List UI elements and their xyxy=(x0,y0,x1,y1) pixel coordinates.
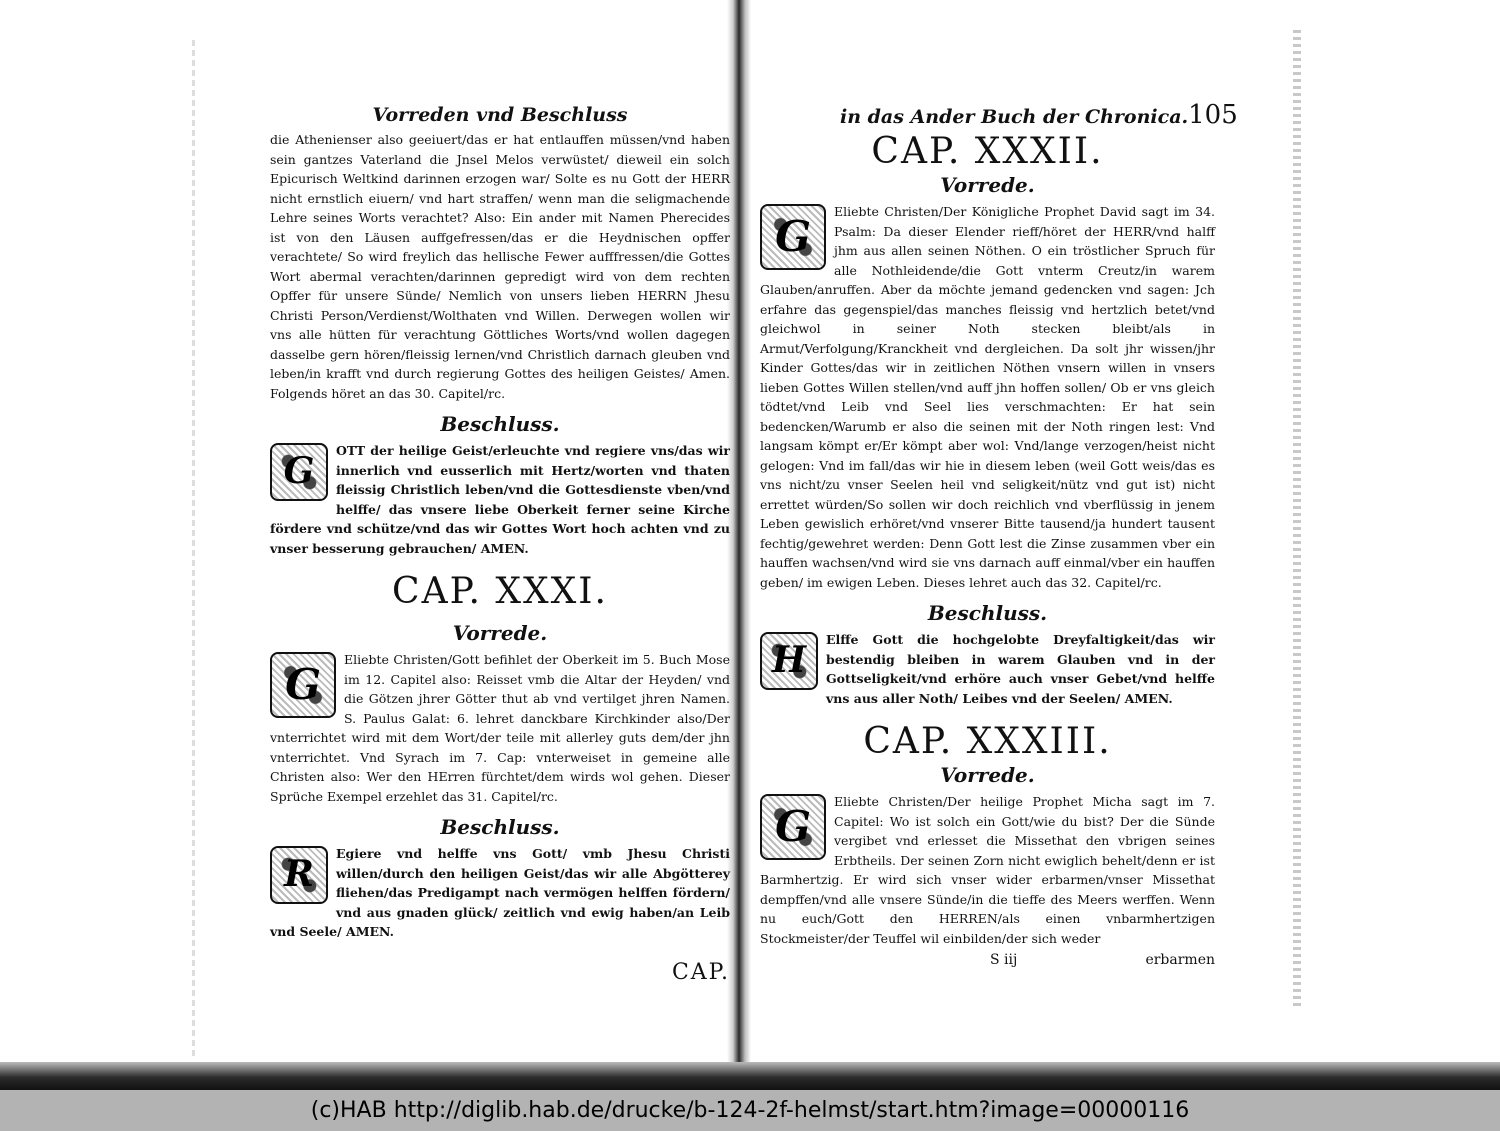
decorated-initial: R xyxy=(270,846,328,904)
decorated-initial: G xyxy=(270,443,328,501)
vorrede-heading: Vorrede. xyxy=(940,173,1035,197)
decorated-initial: G xyxy=(760,794,826,860)
decorated-initial: H xyxy=(760,632,818,690)
beschluss-text: OTT der heilige Geist/erleuchte vnd regiere vns/das wir innerlich vnd eusserlich mit Hertz/worten vnd thaten fleissig Christlich leben/vnd die Gottesdienste vben/vnd helffe/ das vnsere liebe Oberkeit ferner seine Kirche fördere vnd schütze/vnd das wir Gottes Wort hoch achten vnd zu vnser besserung gebrauchen/ AMEN. xyxy=(270,443,730,556)
beschluss-heading: Beschluss. xyxy=(927,601,1048,625)
vorrede-text: Eliebte Christen/Der heilige Prophet Micha sagt im 7. Capitel: Wo ist solch ein Gott/wie du bist? Der die Sünde vergibet vnd erlesset die Missethat den vbrigen seines Erbtheils. Der seinen Zorn nicht ewiglich behelt/denn er ist Barmhertzig. Er wird sich vnser wider erbarmen/vnser Missethat dempffen/vnd alle vnsere Sünde/in die tieffe des Meers werffen. Wenn nu euch/Gott den HERREN/als einen vnbarmhertzigen Stockmeister/der Teuffel wil einbilden/der sich weder xyxy=(760,794,1215,946)
vorrede-heading: Vorrede. xyxy=(452,621,548,645)
beschluss-heading: Beschluss. xyxy=(440,412,560,436)
decorated-initial: G xyxy=(760,204,826,270)
beschluss-heading: Beschluss. xyxy=(440,815,560,839)
copyright-footer xyxy=(0,1090,1500,1131)
signature-line xyxy=(760,952,1215,968)
beschluss-text: Elffe Gott die hochgelobte Dreyfaltigkeit/das wir bestendig bleiben in warem Glauben vnd in der Gottseligkeit/vnd erhöre auch vnser Gebet/vnd helffe vns aus aller Noth/ Leibes vnd der Seelen/ AMEN. xyxy=(826,632,1215,706)
running-head-row xyxy=(760,100,1238,130)
intro-paragraph: die Athenienser also geeiuert/das er hat entlauffen müssen/vnd haben sein gantzes Vaterland die Jnsel Melos verwüstet/ dieweil ein solch Epicurisch Weltkind darinnen erzogen war/ Solte es nu Gott der HERR nicht ernstlich eiuern/ vnd hart straffen/ wenn man die seligmachende Lehre seines Worts verachtet? Also: Ein ander mit Namen Pherecides ist von den Läusen auffgefressen/das er die Heydnischen opffer verachtete/ So wird freylich das hellische Fewer aufffressen/die Gottes Wort abermal verachten/darinnen gepredigt wird von dem rechten Opffer für unsere Sünde/ Nemlich von unsers lieben HERRN Jhesu Christi Person/Verdienst/Wolthaten vnd Willen. Derwegen wollen wir vns alle hütten für verachtung Göttliches Worts/vnd wollen dagegen dasselbe gern hören/fleissig lernen/vnd Christlich darnach gleuben vnd leben/in krafft vnd durch regierung Gottes des heiligen Geistes/ Amen. Folgends höret an das 30. Capitel/rc. xyxy=(270,132,730,401)
right-page-edge xyxy=(1293,30,1301,1010)
catchword: erbarmen xyxy=(1145,952,1215,968)
running-head: in das Ander Buch der Chronica. xyxy=(840,106,1189,128)
vorrede-paragraph xyxy=(760,792,1215,948)
vorrede-paragraph xyxy=(270,650,730,806)
book-spine xyxy=(727,0,751,1070)
scan-bottom-shadow xyxy=(0,1062,1500,1090)
signature-mark: S iij xyxy=(990,952,1018,968)
vorrede-text: Eliebte Christen/Der Königliche Prophet David sagt im 34. Psalm: Da dieser Elender rieff/höret der HERR/vnd halff jhm aus allen seinen Nöthen. O ein tröstlicher Spruch für alle Nothleidende/die Gott vnterm Creutz/in warem Glauben/anruffen. Aber da möchte jemand gedencken vnd sagen: Jch erfahre das gegenspiel/das manches fleissig vnd hertzlich betet/vnd gleichwol in seiner Noth stecken bleibt/als in Armut/Verfolgung/Kranckheit vnd dergleichen. Da solt jhr wissen/jhr Kinder Gottes/das wir in zeitlichen Nöthen vnsern willen in vnsers lieben Gottes Willen stellen/vnd auff jhn hoffen sollen/ Ob er vns gleich tödtet/vnd Leib vnd Seel lies verschmachten: Er hat sein bedencken/Warumb er also die seinen mit der Noth ringen lest: Vnd langsam kömpt er/Er kömpt aber wol: Vnd/lange verzogen/heist nicht gelogen: Vnd im fall/das wir hie in diesem leben (weil Gott weis/das es vns nicht/zu vnser Seelen heil vnd seligkeit/nütz vnd gut ist) nicht errettet würden/So sollen wir doch reichlich vnd vberflüssig in jenem Leben gewislich erhöret/vnd vnserer Bitte tausend/ja hundert tausent fechtig/gewehret werden: Denn Gott lest die Zinse zusammen vber ein hauffen wachsen/vnd wird sie vns darnach auff einmal/vber ein hauffen geben/ im ewigen Leben. Dieses lehret auch das 32. Capitel/rc. xyxy=(760,204,1215,590)
beschluss-text: Egiere vnd helffe vns Gott/ vmb Jhesu Christi willen/durch den heiligen Geist/das wir alle Abgötterey fliehen/das Predigampt nach vermögen helffen fördern/ vnd aus gnaden glück/ zeitlich vnd ewig haben/an Leib vnd Seele/ AMEN. xyxy=(270,846,730,939)
decorated-initial: G xyxy=(270,652,336,718)
left-page xyxy=(270,100,730,985)
beschluss-paragraph xyxy=(270,441,730,558)
beschluss-paragraph xyxy=(270,844,730,942)
catchword: CAP. xyxy=(671,959,730,985)
vorrede-text: Eliebte Christen/Gott befihlet der Oberkeit im 5. Buch Mose im 12. Capitel also: Reisset vmb die Altar der Heyden/ vnd die Götzen jhrer Götter thut ab vnd vertilget jhren Namen. S. Paulus Galat: 6. lehret danckbare Kirchkinder also/Der vnterrichtet wird mit dem Wort/der teile mit allerley guts dem/der jhn vnterrichtet. Vnd Syrach im 7. Cap: vnterweiset in gemeine alle Christen also: Wer den HErren fürchtet/dem wirds wol gehen. Dieser Sprüche Exempel erzehlet das 31. Capitel/rc. xyxy=(270,652,730,804)
left-page-edge xyxy=(192,40,195,1060)
chapter-title: CAP. XXXI. xyxy=(392,571,608,612)
right-page xyxy=(760,100,1238,968)
page-number: 105 xyxy=(1188,100,1238,130)
running-head: Vorreden vnd Beschluss xyxy=(372,104,628,126)
chapter-title: CAP. XXXIII. xyxy=(863,721,1112,762)
vorrede-heading: Vorrede. xyxy=(940,763,1035,787)
beschluss-paragraph xyxy=(760,630,1215,708)
footer-text: (c)HAB http://diglib.hab.de/drucke/b-124-2f-helmst/start.htm?image=00000116 xyxy=(310,1098,1190,1123)
chapter-title: CAP. XXXII. xyxy=(871,131,1104,172)
vorrede-paragraph xyxy=(760,202,1215,592)
